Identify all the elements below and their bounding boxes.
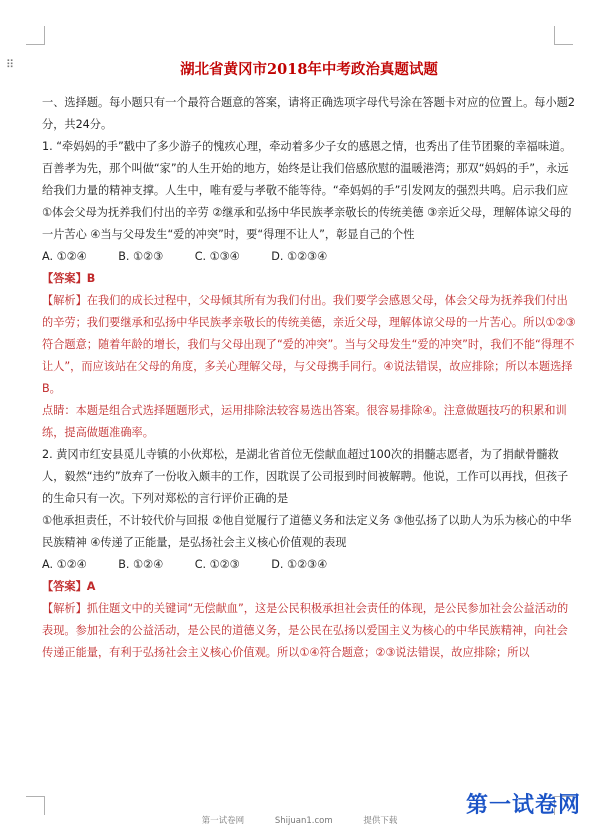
option-b: B. ①②④ xyxy=(118,558,164,571)
question-1-options xyxy=(42,246,576,268)
option-d: D. ①②③④ xyxy=(271,250,328,263)
question-1-answer: 【答案】B xyxy=(42,272,96,285)
option-a: A. ①②④ xyxy=(42,558,87,571)
question-1-choices: ①体会父母为抚养我们付出的辛劳 ②继承和弘扬中华民族孝亲敬长的传统美德 ③亲近父母，理解体谅父母的一片苦心 ④当与父母发生“爱的冲突”时，要“得理不让人”，彰显自己的个性 xyxy=(42,206,572,241)
footer-download-text: 提供下载 xyxy=(363,816,398,826)
option-d: D. ①②③④ xyxy=(271,558,328,571)
question-2-stem: 2. 黄冈市红安县觅儿寺镇的小伙郑松，是湖北省首位无偿献血超过100次的捐髓志愿者，为了捐献骨髓救人，毅然“违约”放弃了一份收入颇丰的工作，因耽误了公司报到时间被解聘。他说，工作可以再找，但孩子的生命只有一次。下列对郑松的言行评价正确的是 xyxy=(42,448,569,505)
footer-site-url[interactable]: Shijuan1.com xyxy=(274,816,333,826)
document-body xyxy=(42,58,576,664)
option-a: A. ①②④ xyxy=(42,250,87,263)
page-title: 湖北省黄冈市2018年中考政治真题试题 xyxy=(180,61,438,78)
crop-mark-bottom-left xyxy=(26,796,45,815)
option-b: B. ①②③ xyxy=(118,250,164,263)
watermark-logo: 第一试卷网 xyxy=(465,793,581,818)
option-c: C. ①②③ xyxy=(194,558,240,571)
question-2-answer: 【答案】A xyxy=(42,580,96,593)
footer-site-name: 第一试卷网 xyxy=(201,816,245,826)
question-2-choices: ①他承担责任，不计较代价与回报 ②他自觉履行了道德义务和法定义务 ③他弘扬了以助人为乐为核心的中华民族精神 ④传递了正能量，是弘扬社会主义核心价值观的表现 xyxy=(42,514,572,549)
crop-mark-top-left xyxy=(26,26,45,45)
drag-handle-icon[interactable]: ⠿ xyxy=(6,58,14,71)
option-c: C. ①③④ xyxy=(194,250,240,263)
question-1-stem: 1. “牵妈妈的手”戳中了多少游子的愧疚心理，牵动着多少子女的感恩之情，也秀出了佳节团聚的幸福味道。百善孝为先，那个叫做“家”的人生开始的地方，始终是让我们倍感欣慰的温暖港湾；那双“妈妈的手”，永远给我们力量的精神支撑。人生中，唯有爱与孝敬不能等待。“牵妈妈的手”引发网友的强烈共鸣。启示我们应 xyxy=(42,140,572,197)
question-2-options xyxy=(42,554,576,576)
question-1-tip: 点睛：本题是组合式选择题题形式，运用排除法较容易选出答案。很容易排除④。注意做题技巧的积累和训练，提高做题准确率。 xyxy=(42,404,567,439)
section-intro: 一、选择题。每小题只有一个最符合题意的答案，请将正确选项字母代号涂在答题卡对应的位置上。每小题2分，共24分。 xyxy=(42,96,575,131)
question-1-analysis: 【解析】在我们的成长过程中，父母倾其所有为我们付出。我们要学会感恩父母，体会父母为抚养我们付出的辛劳；我们要继承和弘扬中华民族孝亲敬长的传统美德，亲近父母，理解体谅父母的一片苦心。所以①②③符合题意；随着年龄的增长，我们与父母出现了“爱的冲突”。当与父母发生“爱的冲突”时，我们不能“得理不让人”，而应该站在父母的角度，多关心理解父母，与父母携手同行。④说法错误，故应排除；所以本题选择B。 xyxy=(42,294,576,395)
crop-mark-top-right xyxy=(554,26,573,45)
question-2-analysis: 【解析】抓住题文中的关键词“无偿献血”，这是公民积极承担社会责任的体现，是公民参加社会公益活动的表现。参加社会的公益活动，是公民的道德义务，是公民在弘扬以爱国主义为核心的中华民族精神，向社会传递正能量，有利于弘扬社会主义核心价值观。所以①④符合题意；②③说法错误，故应排除；所以 xyxy=(42,602,569,659)
